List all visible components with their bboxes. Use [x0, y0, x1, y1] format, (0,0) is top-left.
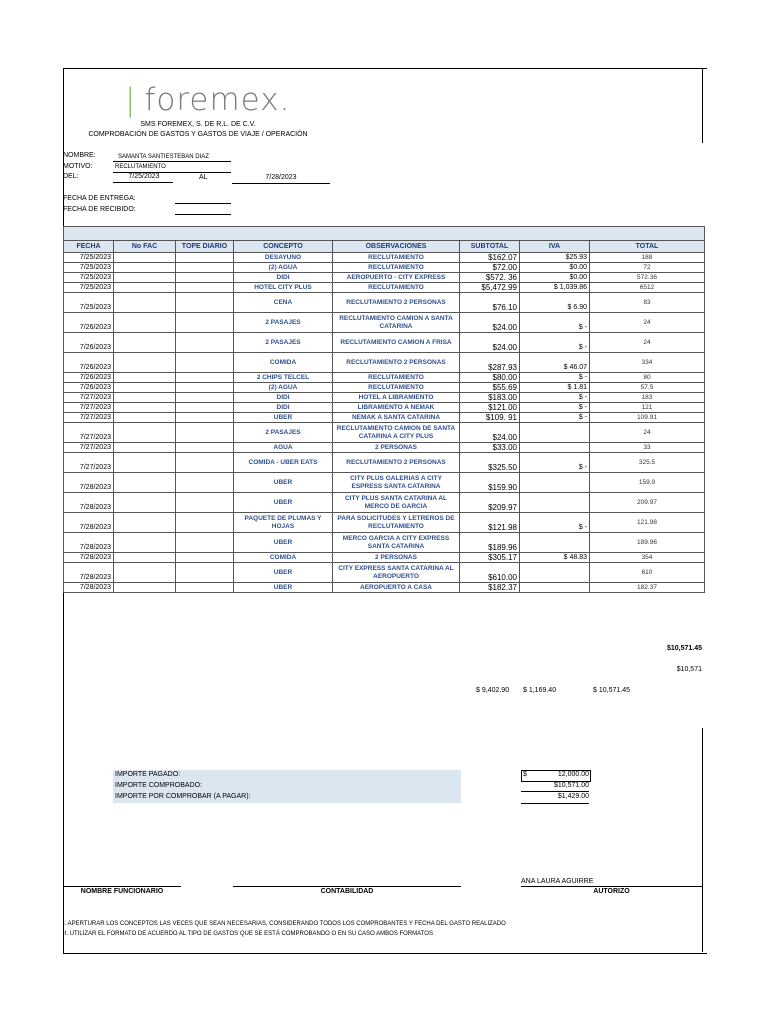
- importe-por-comprobar-underline: [521, 803, 589, 804]
- form-title: COMPROBACIÓN DE GASTOS Y GASTOS DE VIAJE / OPERACIÓN: [88, 131, 308, 138]
- table-row: [64, 253, 705, 263]
- row-fecha[interactable]: 7/27/2023: [64, 413, 114, 423]
- row-iva[interactable]: [520, 493, 590, 513]
- row-fecha[interactable]: 7/27/2023: [64, 453, 114, 473]
- al-label: AL: [199, 174, 208, 181]
- row-tope-diario[interactable]: [176, 393, 234, 403]
- row-no-fac[interactable]: [114, 313, 176, 333]
- table-row: [64, 443, 705, 453]
- row-concepto[interactable]: UBER: [234, 473, 333, 493]
- row-no-fac[interactable]: [114, 353, 176, 373]
- row-no-fac[interactable]: [114, 383, 176, 393]
- row-fecha[interactable]: 7/27/2023: [64, 423, 114, 443]
- funcionario-signature-line: [63, 886, 181, 887]
- row-observaciones[interactable]: CITY PLUS SANTA CATARINA AL MERCO DE GARCIA: [333, 493, 460, 513]
- row-observaciones[interactable]: RECLUTAMIENTO: [333, 253, 460, 263]
- row-tope-diario[interactable]: [176, 373, 234, 383]
- table-row: [64, 393, 705, 403]
- row-iva[interactable]: $ 48.83: [520, 553, 590, 563]
- row-total[interactable]: 182.37: [590, 583, 705, 593]
- company-name: SMS FOREMEX, S. DE R.L. DE C.V.: [140, 121, 256, 128]
- row-concepto[interactable]: 2 PASAJES: [234, 313, 333, 333]
- col-subtotal: SUBTOTAL: [460, 241, 520, 253]
- note-2: II. UTILIZAR EL FORMATO DE ACUERDO AL TIPO DE GASTOS QUE SE ESTÁ COMPROBANDO O EN SU CASO AMBOS FORMATOS: [63, 931, 433, 937]
- row-total[interactable]: 83: [590, 293, 705, 313]
- autorizo-label: AUTORIZÓ: [593, 888, 630, 895]
- row-total[interactable]: 24: [590, 313, 705, 333]
- grand-total-round: $10,571: [676, 666, 702, 673]
- row-total[interactable]: 72: [590, 263, 705, 273]
- importe-comprobado-label: IMPORTE COMPROBADO:: [115, 782, 202, 789]
- right-border-top: [702, 68, 703, 143]
- row-iva[interactable]: $0.00: [520, 263, 590, 273]
- row-total[interactable]: 33: [590, 443, 705, 453]
- row-subtotal[interactable]: $55.69: [460, 383, 520, 393]
- row-total[interactable]: 80: [590, 373, 705, 383]
- row-fecha[interactable]: 7/28/2023: [64, 553, 114, 563]
- row-no-fac[interactable]: [114, 293, 176, 313]
- row-fecha[interactable]: 7/26/2023: [64, 313, 114, 333]
- motivo-label: MOTIVO:: [63, 163, 93, 170]
- row-fecha[interactable]: 7/28/2023: [64, 473, 114, 493]
- row-iva[interactable]: [520, 473, 590, 493]
- note-1: I. APERTURAR LOS CONCEPTOS LAS VECES QUE SEAN NECESARIAS, CONSIDERANDO TODOS LOS COMPROBANTES Y FECHA DEL GASTO REALIZADO: [63, 921, 506, 927]
- del-value[interactable]: 7/25/2023: [128, 173, 160, 180]
- row-concepto[interactable]: DESAYUNO: [234, 253, 333, 263]
- table-row: [64, 403, 705, 413]
- row-tope-diario[interactable]: [176, 253, 234, 263]
- row-iva[interactable]: $ -: [520, 373, 590, 383]
- importe-pagado-label: IMPORTE PAGADO:: [115, 771, 181, 778]
- row-fecha[interactable]: 7/28/2023: [64, 583, 114, 593]
- row-subtotal[interactable]: $305.17: [460, 553, 520, 563]
- row-no-fac[interactable]: [114, 473, 176, 493]
- row-no-fac[interactable]: [114, 453, 176, 473]
- importe-comprobado-underline: [521, 791, 589, 792]
- row-concepto[interactable]: COMIDA - UBER EATS: [234, 453, 333, 473]
- col-observaciones: OBSERVACIONES: [333, 241, 460, 253]
- row-total[interactable]: 159.9: [590, 473, 705, 493]
- row-no-fac[interactable]: [114, 373, 176, 383]
- row-tope-diario[interactable]: [176, 273, 234, 283]
- row-observaciones[interactable]: RECLUTAMIENTO: [333, 283, 460, 293]
- row-concepto[interactable]: 2 PASAJES: [234, 333, 333, 353]
- importe-comprobado-value[interactable]: $10,571.00: [553, 782, 589, 789]
- row-tope-diario[interactable]: [176, 403, 234, 413]
- nombre-underline: [113, 161, 231, 162]
- row-observaciones[interactable]: CITY PLUS GALERIAS A CITY ESPRESS SANTA CATARINA: [333, 473, 460, 493]
- table-row: [64, 373, 705, 383]
- right-border-bottom: [702, 728, 703, 952]
- expense-table: [63, 226, 705, 593]
- iva-sum: $ 1,169.40: [523, 687, 557, 694]
- row-total[interactable]: 57.5: [590, 383, 705, 393]
- row-observaciones[interactable]: RECLUTAMIENTO: [333, 263, 460, 273]
- row-subtotal[interactable]: $24.00: [460, 313, 520, 333]
- row-tope-diario[interactable]: [176, 563, 234, 583]
- row-no-fac[interactable]: [114, 553, 176, 563]
- row-concepto[interactable]: HOTEL CITY PLUS: [234, 283, 333, 293]
- row-observaciones[interactable]: RECLUTAMIENTO 2 PERSONAS: [333, 293, 460, 313]
- row-tope-diario[interactable]: [176, 513, 234, 533]
- row-tope-diario[interactable]: [176, 293, 234, 313]
- row-concepto[interactable]: (2) AGUA: [234, 263, 333, 273]
- row-total[interactable]: 6512: [590, 283, 705, 293]
- contabilidad-label: CONTABILIDAD: [320, 888, 374, 895]
- row-observaciones[interactable]: RECLUTAMIENTO CAMION A FRISA: [333, 333, 460, 353]
- table-row: [64, 563, 705, 583]
- nombre-value[interactable]: SAMANTA SANTIESTEBAN DIAZ: [118, 154, 209, 160]
- row-fecha[interactable]: 7/25/2023: [64, 283, 114, 293]
- company-logo: [125, 82, 290, 118]
- row-tope-diario[interactable]: [176, 313, 234, 333]
- row-concepto[interactable]: (2) AGUA: [234, 383, 333, 393]
- row-observaciones[interactable]: RECLUTAMIENTO 2 PERSONAS: [333, 453, 460, 473]
- row-iva[interactable]: $25.93: [520, 253, 590, 263]
- table-row: [64, 553, 705, 563]
- row-no-fac[interactable]: [114, 423, 176, 443]
- row-observaciones[interactable]: HOTEL A LIBRAMIENTO: [333, 393, 460, 403]
- col-tope-diario: TOPE DIARIO: [176, 241, 234, 253]
- table-row: [64, 333, 705, 353]
- row-tope-diario[interactable]: [176, 583, 234, 593]
- row-observaciones[interactable]: 2 PERSONAS: [333, 443, 460, 453]
- row-fecha[interactable]: 7/26/2023: [64, 353, 114, 373]
- row-iva[interactable]: $ -: [520, 333, 590, 353]
- row-total[interactable]: 610: [590, 563, 705, 583]
- row-concepto[interactable]: UBER: [234, 493, 333, 513]
- row-subtotal[interactable]: $121.00: [460, 403, 520, 413]
- row-fecha[interactable]: 7/28/2023: [64, 563, 114, 583]
- row-subtotal[interactable]: $209.97: [460, 493, 520, 513]
- row-subtotal[interactable]: $109. 91: [460, 413, 520, 423]
- row-fecha[interactable]: 7/27/2023: [64, 393, 114, 403]
- row-concepto[interactable]: DIDI: [234, 393, 333, 403]
- importe-por-comprobar-value[interactable]: $1,429.00: [557, 793, 589, 800]
- row-fecha[interactable]: 7/28/2023: [64, 533, 114, 553]
- row-concepto[interactable]: AGUA: [234, 443, 333, 453]
- row-tope-diario[interactable]: [176, 533, 234, 553]
- row-subtotal[interactable]: $72.00: [460, 263, 520, 273]
- motivo-value[interactable]: RECLUTAMIENTO: [115, 164, 166, 170]
- row-iva[interactable]: $ -: [520, 413, 590, 423]
- row-subtotal[interactable]: $325.50: [460, 453, 520, 473]
- row-tope-diario[interactable]: [176, 283, 234, 293]
- row-fecha[interactable]: 7/27/2023: [64, 403, 114, 413]
- row-observaciones[interactable]: 2 PERSONAS: [333, 553, 460, 563]
- row-concepto[interactable]: UBER: [234, 563, 333, 583]
- row-observaciones[interactable]: AEROPUERTO - CITY EXPRESS: [333, 273, 460, 283]
- row-total[interactable]: 121.98: [590, 513, 705, 533]
- row-fecha[interactable]: 7/27/2023: [64, 443, 114, 453]
- table-row: [64, 293, 705, 313]
- row-concepto[interactable]: 2 PASAJES: [234, 423, 333, 443]
- subtotal-sum: $ 9,402.90: [476, 687, 510, 694]
- table-row: [64, 413, 705, 423]
- row-observaciones[interactable]: LIBRAMIENTO A NEMAK: [333, 403, 460, 413]
- header-band: [64, 227, 705, 241]
- row-tope-diario[interactable]: [176, 423, 234, 443]
- row-concepto[interactable]: PAQUETE DE PLUMAS Y HOJAS: [234, 513, 333, 533]
- row-subtotal[interactable]: $24.00: [460, 423, 520, 443]
- row-no-fac[interactable]: [114, 513, 176, 533]
- row-fecha[interactable]: 7/28/2023: [64, 513, 114, 533]
- row-concepto[interactable]: CENA: [234, 293, 333, 313]
- row-fecha[interactable]: 7/26/2023: [64, 383, 114, 393]
- row-tope-diario[interactable]: [176, 353, 234, 373]
- row-subtotal[interactable]: $189.96: [460, 533, 520, 553]
- row-iva[interactable]: [520, 443, 590, 453]
- row-no-fac[interactable]: [114, 443, 176, 453]
- row-total[interactable]: 572.36: [590, 273, 705, 283]
- fecha-entrega-label: FECHA DE ENTREGA:: [63, 195, 136, 202]
- row-tope-diario[interactable]: [176, 453, 234, 473]
- importe-pagado-currency: $: [523, 771, 527, 778]
- row-concepto[interactable]: 2 CHIPS TELCEL: [234, 373, 333, 383]
- row-subtotal[interactable]: $159.90: [460, 473, 520, 493]
- row-no-fac[interactable]: [114, 393, 176, 403]
- row-fecha[interactable]: 7/28/2023: [64, 493, 114, 513]
- row-observaciones[interactable]: RECLUTAMIENTO 2 PERSONAS: [333, 353, 460, 373]
- row-iva[interactable]: $0.00: [520, 273, 590, 283]
- total-sum: $ 10,571.45: [593, 687, 630, 694]
- row-total[interactable]: 325.5: [590, 453, 705, 473]
- row-tope-diario[interactable]: [176, 553, 234, 563]
- row-total[interactable]: 24: [590, 333, 705, 353]
- row-tope-diario[interactable]: [176, 443, 234, 453]
- row-observaciones[interactable]: RECLUTAMIENTO CAMION A SANTA CATARINA: [333, 313, 460, 333]
- row-subtotal[interactable]: $5,472.99: [460, 283, 520, 293]
- al-value[interactable]: 7/28/2023: [265, 174, 297, 181]
- fecha-recibido-field[interactable]: [175, 214, 231, 215]
- table-row: [64, 353, 705, 373]
- row-tope-diario[interactable]: [176, 263, 234, 273]
- row-tope-diario[interactable]: [176, 333, 234, 353]
- row-iva[interactable]: $ -: [520, 313, 590, 333]
- row-total[interactable]: 183: [590, 393, 705, 403]
- row-tope-diario[interactable]: [176, 493, 234, 513]
- row-observaciones[interactable]: NEMAK A SANTA CATARINA: [333, 413, 460, 423]
- row-concepto[interactable]: COMIDA: [234, 353, 333, 373]
- funcionario-label: NOMBRE FUNCIONARIO: [80, 888, 164, 895]
- row-subtotal[interactable]: $24.00: [460, 333, 520, 353]
- al-underline: [232, 183, 330, 184]
- row-total[interactable]: 109.91: [590, 413, 705, 423]
- fecha-recibido-label: FECHA DE RECIBIDO:: [63, 206, 136, 213]
- row-no-fac[interactable]: [114, 563, 176, 583]
- row-tope-diario[interactable]: [176, 383, 234, 393]
- col-concepto: CONCEPTO: [234, 241, 333, 253]
- table-row: [64, 283, 705, 293]
- table-row: [64, 423, 705, 443]
- table-row: [64, 273, 705, 283]
- row-concepto[interactable]: DIDI: [234, 403, 333, 413]
- row-iva[interactable]: $ -: [520, 393, 590, 403]
- row-no-fac[interactable]: [114, 333, 176, 353]
- row-no-fac[interactable]: [114, 493, 176, 513]
- row-iva[interactable]: [520, 533, 590, 553]
- importe-pagado-value[interactable]: 12,000.00: [557, 771, 589, 778]
- row-tope-diario[interactable]: [176, 473, 234, 493]
- col-total: TOTAL: [590, 241, 705, 253]
- row-iva[interactable]: [520, 563, 590, 583]
- row-observaciones[interactable]: AEROPUERTO A CASA: [333, 583, 460, 593]
- row-total[interactable]: 188: [590, 253, 705, 263]
- row-tope-diario[interactable]: [176, 413, 234, 423]
- table-row: [64, 453, 705, 473]
- row-concepto[interactable]: UBER: [234, 413, 333, 423]
- row-no-fac[interactable]: [114, 263, 176, 273]
- logo-text: foremex.: [144, 82, 291, 118]
- row-concepto[interactable]: UBER: [234, 583, 333, 593]
- del-label: DEL:: [63, 173, 79, 180]
- row-iva[interactable]: [520, 583, 590, 593]
- row-subtotal[interactable]: $33.00: [460, 443, 520, 453]
- table-row: [64, 383, 705, 393]
- row-subtotal[interactable]: $80.00: [460, 373, 520, 383]
- row-iva[interactable]: $ -: [520, 403, 590, 413]
- row-total[interactable]: 189.96: [590, 533, 705, 553]
- row-total[interactable]: 121: [590, 403, 705, 413]
- table-row: [64, 583, 705, 593]
- row-fecha[interactable]: 7/25/2023: [64, 273, 114, 283]
- row-fecha[interactable]: 7/25/2023: [64, 293, 114, 313]
- col-iva: IVA: [520, 241, 590, 253]
- row-subtotal[interactable]: $572. 36: [460, 273, 520, 283]
- row-iva[interactable]: [520, 423, 590, 443]
- row-total[interactable]: 334: [590, 353, 705, 373]
- logo-bar-icon: |: [125, 82, 137, 118]
- del-underline: [113, 182, 173, 183]
- autorizo-signature-line: [521, 886, 702, 887]
- row-total[interactable]: 209.97: [590, 493, 705, 513]
- contabilidad-signature-line: [233, 886, 461, 887]
- row-concepto[interactable]: DIDI: [234, 273, 333, 283]
- row-no-fac[interactable]: [114, 403, 176, 413]
- row-subtotal[interactable]: $287.93: [460, 353, 520, 373]
- row-subtotal[interactable]: $162.07: [460, 253, 520, 263]
- row-no-fac[interactable]: [114, 413, 176, 423]
- row-observaciones[interactable]: RECLUTAMIENTO CAMION DE SANTA CATARINA A CITY PLUS: [333, 423, 460, 443]
- row-observaciones[interactable]: MERCO GARCIA A CITY EXPRESS SANTA CATARINA: [333, 533, 460, 553]
- row-subtotal[interactable]: $610.00: [460, 563, 520, 583]
- row-total[interactable]: 24: [590, 423, 705, 443]
- header-row: [64, 241, 705, 253]
- nombre-label: NOMBRE:: [63, 152, 96, 159]
- table-row: [64, 513, 705, 533]
- row-subtotal[interactable]: $183.00: [460, 393, 520, 403]
- col-no-fac: No FAC: [114, 241, 176, 253]
- row-fecha[interactable]: 7/26/2023: [64, 373, 114, 383]
- row-subtotal[interactable]: $182.37: [460, 583, 520, 593]
- row-observaciones[interactable]: PARA SOLICITUDES Y LETREROS DE RECLUTAMIENTO: [333, 513, 460, 533]
- row-no-fac[interactable]: [114, 273, 176, 283]
- row-observaciones[interactable]: RECLUTAMIENTO: [333, 373, 460, 383]
- row-subtotal[interactable]: $121.98: [460, 513, 520, 533]
- fecha-entrega-field[interactable]: [175, 203, 231, 204]
- row-observaciones[interactable]: CITY EXPRESS SANTA CATARINA AL AEROPUERTO: [333, 563, 460, 583]
- row-total[interactable]: 354: [590, 553, 705, 563]
- row-concepto[interactable]: UBER: [234, 533, 333, 553]
- row-no-fac[interactable]: [114, 533, 176, 553]
- row-observaciones[interactable]: RECLUTAMIENTO: [333, 383, 460, 393]
- col-fecha: FECHA: [64, 241, 114, 253]
- row-iva[interactable]: $ 1.81: [520, 383, 590, 393]
- importe-por-comprobar-label: IMPORTE POR COMPROBAR (A PAGAR):: [115, 793, 251, 800]
- row-no-fac[interactable]: [114, 253, 176, 263]
- autorizo-name: ANA LAURA AGUIRRE: [521, 878, 594, 885]
- table-row: [64, 493, 705, 513]
- table-row: [64, 313, 705, 333]
- row-concepto[interactable]: COMIDA: [234, 553, 333, 563]
- row-fecha[interactable]: 7/26/2023: [64, 333, 114, 353]
- row-fecha[interactable]: 7/25/2023: [64, 263, 114, 273]
- row-iva[interactable]: $ 1,039.86: [520, 283, 590, 293]
- row-iva[interactable]: $ 46.07: [520, 353, 590, 373]
- row-iva[interactable]: $ -: [520, 453, 590, 473]
- row-no-fac[interactable]: [114, 583, 176, 593]
- row-subtotal[interactable]: $76.10: [460, 293, 520, 313]
- table-row: [64, 473, 705, 493]
- table-row: [64, 533, 705, 553]
- row-iva[interactable]: $ 6.90: [520, 293, 590, 313]
- row-fecha[interactable]: 7/25/2023: [64, 253, 114, 263]
- table-row: [64, 263, 705, 273]
- row-no-fac[interactable]: [114, 283, 176, 293]
- row-iva[interactable]: $ -: [520, 513, 590, 533]
- grand-total-bold: $10,571.45: [666, 645, 702, 652]
